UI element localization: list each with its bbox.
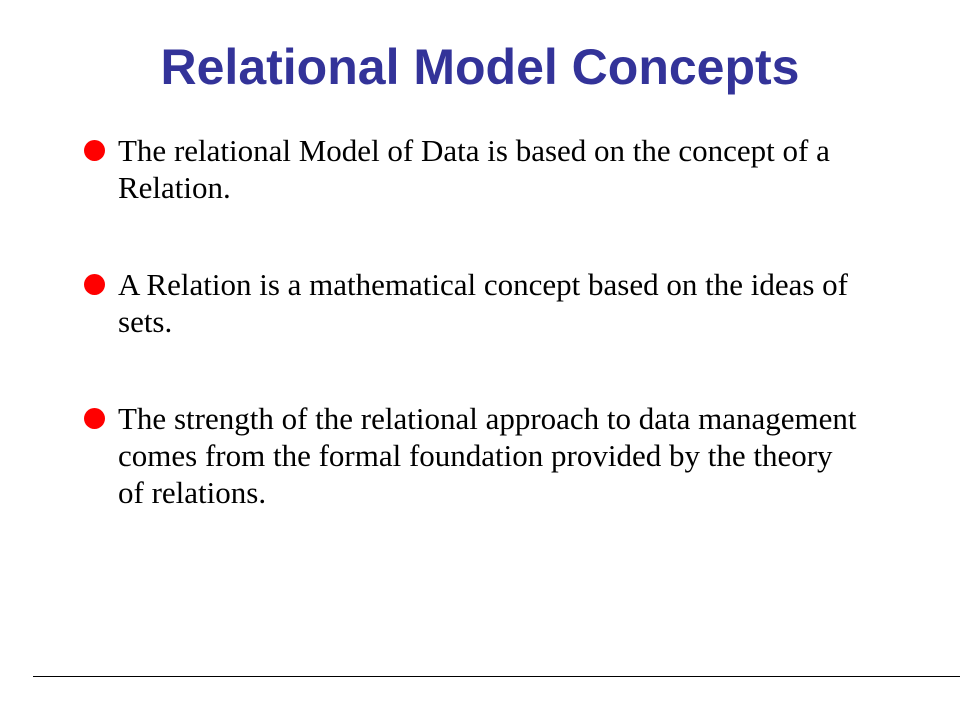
bullet-text: A Relation is a mathematical concept based on the ideas of sets. [118, 267, 848, 339]
bullet-text: The strength of the relational approach to data management comes from the formal foundation provided by the theory of relations. [118, 401, 857, 510]
bullet-text: The relational Model of Data is based on the concept of a Relation. [118, 133, 830, 205]
red-circle-bullet-icon [84, 274, 105, 295]
bullet-list [80, 132, 860, 571]
red-circle-bullet-icon [84, 140, 105, 161]
footer-divider [33, 676, 960, 677]
red-circle-bullet-icon [84, 408, 105, 429]
slide-title: Relational Model Concepts [160, 39, 800, 95]
bullet-item [80, 132, 860, 206]
bullet-item [80, 400, 860, 511]
bullet-item [80, 266, 860, 340]
